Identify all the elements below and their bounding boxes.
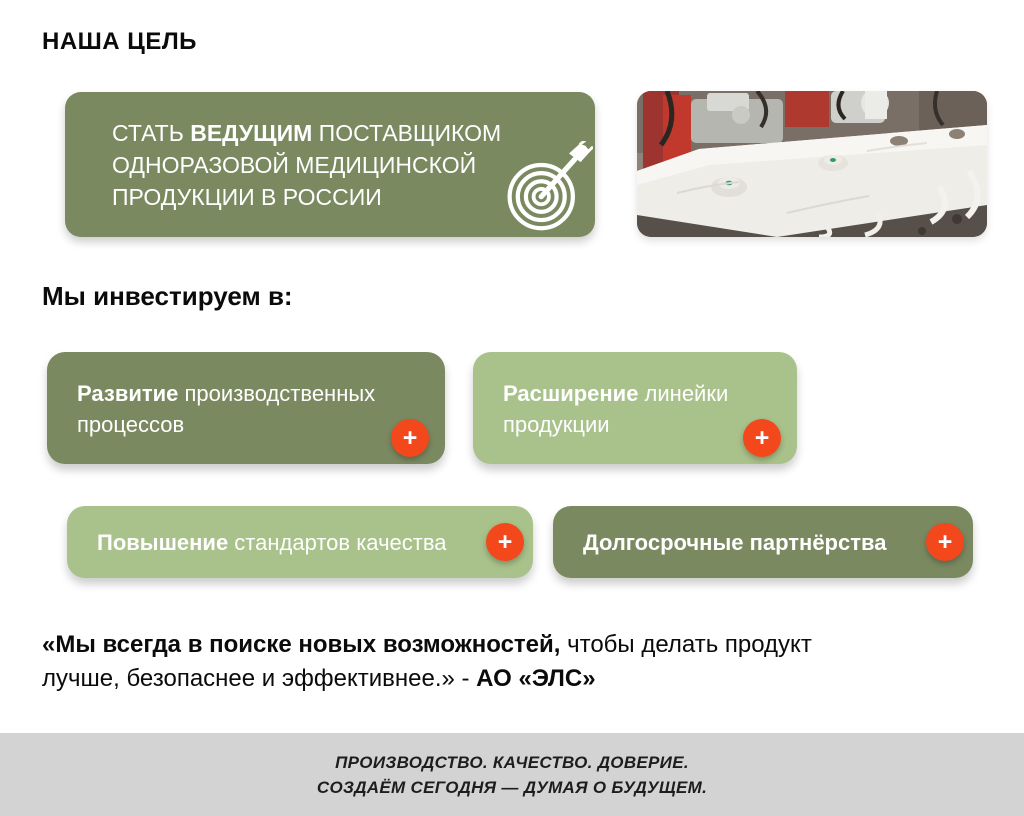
card-text-bold: Развитие	[77, 381, 179, 406]
invest-card-text	[47, 352, 377, 440]
production-line-photo	[637, 91, 987, 237]
footer-line-1: ПРОИЗВОДСТВО. КАЧЕСТВО. ДОВЕРИЕ.	[335, 752, 689, 772]
goal-text-end: ПОСТАВЩИКОМ ОДНОРАЗОВОЙ МЕДИЦИНСКОЙ ПРОДУКЦИИ В РОССИИ	[112, 119, 502, 210]
footer-line-2: СОЗДАЁМ СЕГОДНЯ — ДУМАЯ О БУДУЩЕМ.	[316, 777, 708, 797]
card-text-bold: Долгосрочные партнёрства	[583, 529, 887, 555]
page-title: НАША ЦЕЛЬ	[42, 28, 197, 55]
card-text-bold: Расширение	[503, 381, 639, 406]
invest-heading: Мы инвестируем в:	[42, 281, 293, 311]
card-text-rest: стандартов качества	[228, 529, 447, 555]
invest-card-text	[67, 527, 447, 558]
plus-button[interactable]: +	[486, 523, 524, 561]
invest-card-development	[47, 352, 445, 464]
card-text-bold: Повышение	[97, 529, 229, 555]
quote-bold-end: АО «ЭЛС»	[476, 665, 596, 692]
card-text-rest: линейки продукции	[503, 381, 729, 437]
plus-button[interactable]: +	[743, 419, 781, 457]
invest-card-product-line	[473, 352, 797, 464]
quote-bold-start: «Мы всегда в поиске новых возможностей,	[42, 631, 561, 658]
company-quote	[42, 628, 832, 696]
goal-banner	[65, 92, 595, 237]
goal-text-emphasis: ВЕДУЩИМ	[190, 119, 313, 146]
goal-text	[65, 117, 507, 213]
quote-regular: чтобы делать продукт лучше, безопаснее и эффективнее.» -	[42, 631, 812, 692]
invest-card-partnerships	[553, 506, 973, 578]
plus-button[interactable]: +	[391, 419, 429, 457]
invest-card-quality	[67, 506, 533, 578]
goal-text-start: СТАТЬ	[112, 119, 191, 146]
footer-strip	[0, 733, 1024, 816]
invest-card-text	[553, 527, 886, 558]
target-arrow-icon	[501, 141, 593, 233]
plus-button[interactable]: +	[926, 523, 964, 561]
card-text-rest: производственных процессов	[77, 381, 376, 437]
